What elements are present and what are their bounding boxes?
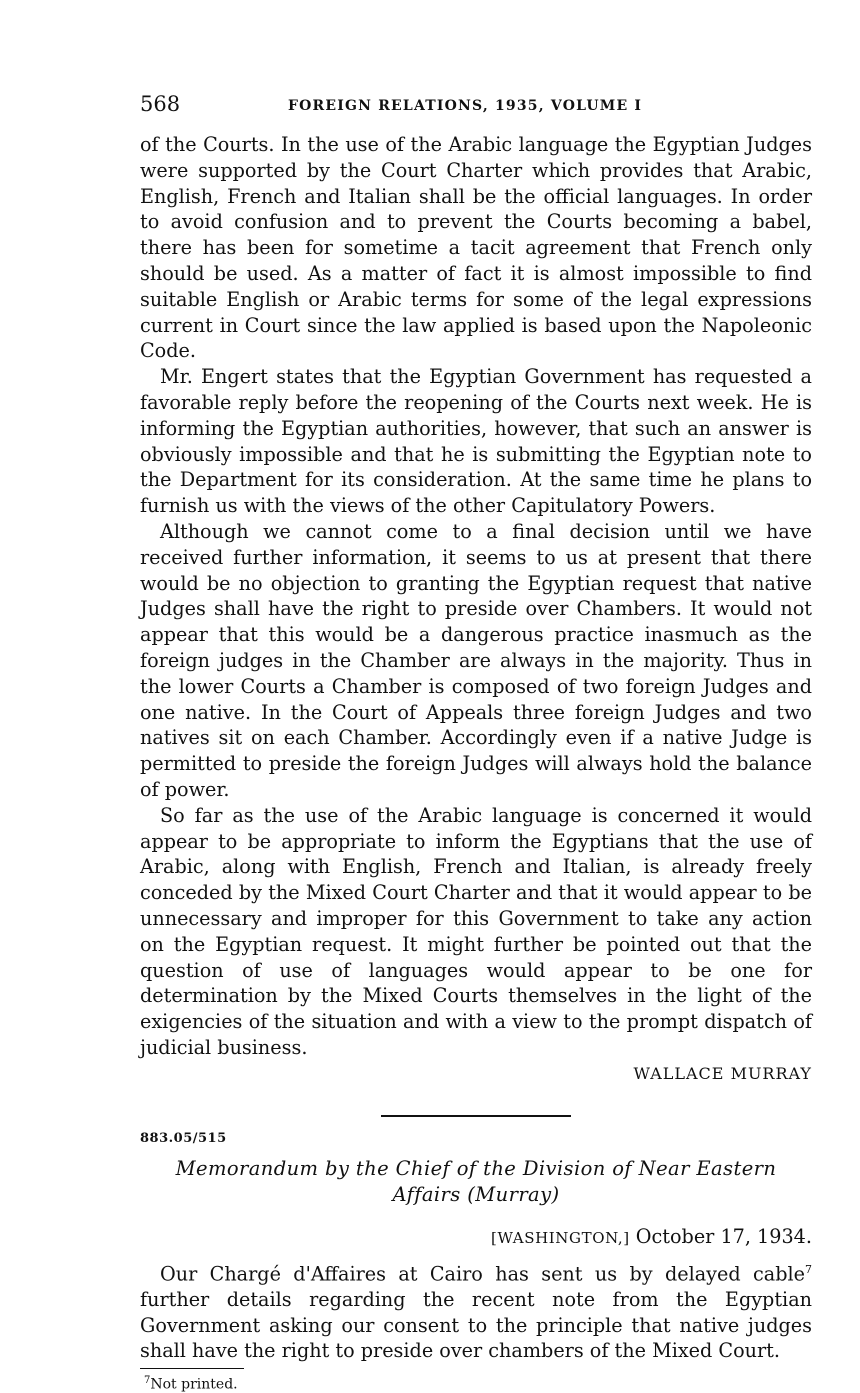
document-number: 883.05/515 xyxy=(140,1130,227,1146)
running-title: FOREIGN RELATIONS, 1935, VOLUME I xyxy=(288,98,643,114)
section-divider xyxy=(381,1115,571,1117)
footnote-reference: 7 xyxy=(805,1262,812,1276)
footnote xyxy=(140,1375,812,1393)
footnote-mark: 7 xyxy=(144,1375,151,1387)
memo-title: Memorandum by the Chief of the Division of Near Eastern Affairs (Murray) xyxy=(175,1156,777,1206)
document-page xyxy=(140,92,812,1393)
page-number: 568 xyxy=(140,92,181,116)
memo-text-start: Our Chargé d'Affaires at Cairo has sent us by delayed cable xyxy=(160,1262,805,1286)
dateline-place: [WASHINGTON,] xyxy=(491,1228,630,1247)
signature: WALLACE MURRAY xyxy=(633,1063,812,1083)
paragraph-2: Mr. Engert states that the Egyptian Government has requested a favorable reply before the reopening of the Courts next week. He is informing the Egyptian authorities, however, that such an answer is obviously impossible and that he is submitting the Egyptian note to the Department for its consideration. At the same time he plans to furnish us with the views of the other Capitulatory Powers. xyxy=(140,365,812,518)
footnote-text: Not printed. xyxy=(150,1376,238,1393)
paragraph-1: of the Courts. In the use of the Arabic language the Egyptian Judges were supported by the Court Charter which provides that Arabic, English, French and Italian shall be the official languages. In order to avoid confusion and to prevent the Courts becoming a babel, there has been for sometime a tacit agreement that French only should be used. As a matter of fact it is almost impossible to find suitable English or Arabic terms for some of the legal expressions current in Court since the law applied is based upon the Napoleonic Code. xyxy=(140,133,812,363)
dateline xyxy=(140,1224,812,1251)
page-header xyxy=(140,92,812,132)
paragraph-3: Although we cannot come to a final decision until we have received further information, it seems to us at present that there would be no objection to granting the Egyptian request that native Judges shall have the right to preside over Chambers. It would not appear that this would be a dangerous practice inasmuch as the foreign judges in the Chamber are always in the majority. Thus in the lower Courts a Chamber is composed of two foreign Judges and one native. In the Court of Appeals three foreign Judges and two natives sit on each Chamber. Accordingly even if a native Judge is permitted to preside the foreign Judges will always hold the balance of power. xyxy=(140,519,812,801)
paragraph-4: So far as the use of the Arabic language is concerned it would appear to be appropriate to inform the Egyptians that the use of Arabic, along with English, French and Italian, is already freely conceded by the Mixed Court Charter and that it would appear to be unnecessary and improper for this Government to take any action on the Egyptian request. It might further be pointed out that the question of use of languages would appear to be one for determination by the Mixed Courts themselves in the light of the exigencies of the situation and with a view to the prompt dispatch of judicial business. xyxy=(140,803,812,1059)
footnote-rule xyxy=(140,1368,244,1369)
dateline-date: October 17, 1934. xyxy=(635,1224,812,1248)
memo-text-end: further details regarding the recent note from the Egyptian Government asking our consent to the principle that native judges shall have the right to preside over chambers of the Mixed Court. xyxy=(140,1287,812,1363)
memo-paragraph xyxy=(140,1257,812,1365)
